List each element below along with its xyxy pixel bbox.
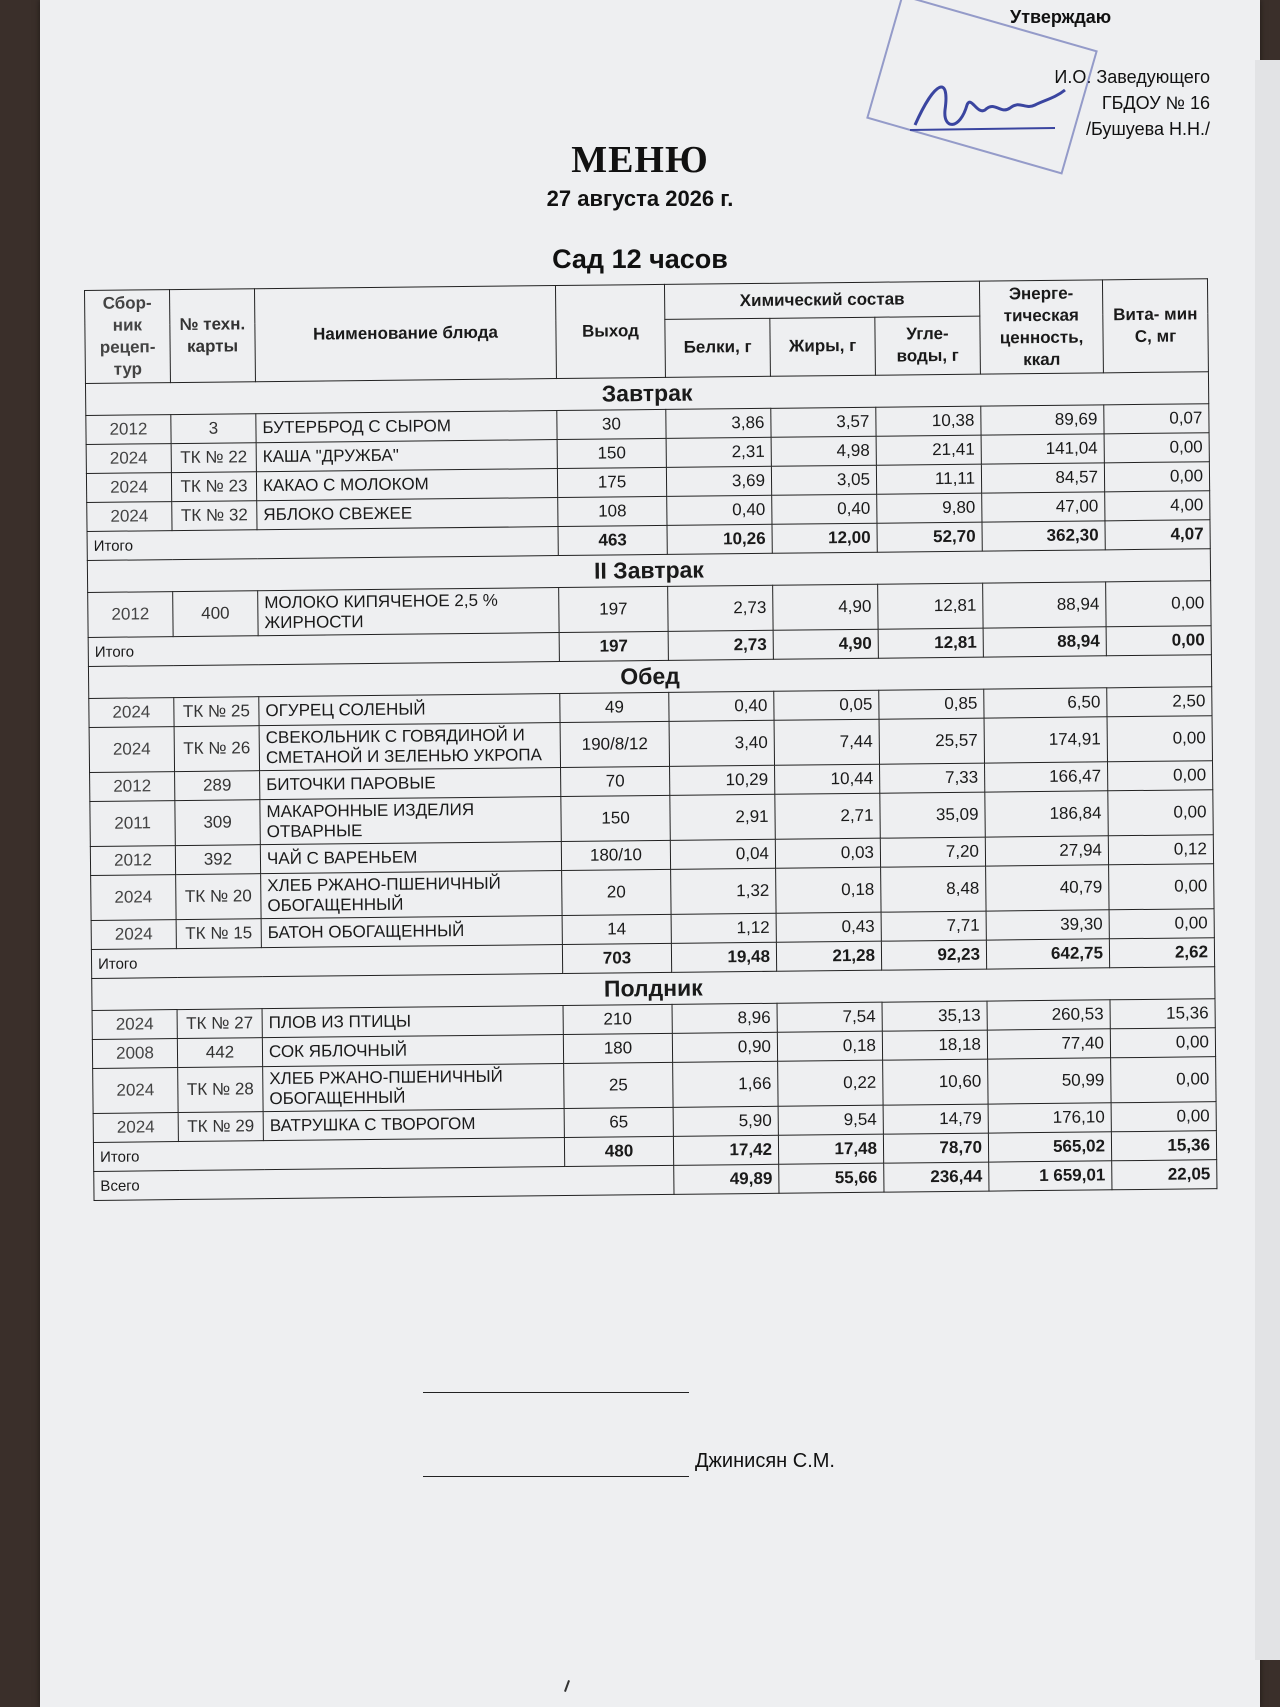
cell-fat: 3,57 bbox=[771, 407, 876, 437]
col-header-energy: Энерге- тическая ценность, ккал bbox=[979, 280, 1103, 374]
cell-protein: 3,40 bbox=[669, 720, 774, 766]
cell-sbornik: 2024 bbox=[93, 1068, 178, 1114]
cell-carb: 14,79 bbox=[883, 1104, 988, 1134]
cell-fat: 2,71 bbox=[775, 793, 880, 839]
cell-protein: 1,66 bbox=[673, 1061, 778, 1107]
cell-fat: 9,54 bbox=[778, 1105, 883, 1135]
cell-vitc: 0,00 bbox=[1107, 761, 1212, 791]
cell-dish-name: ЯБЛОКО СВЕЖЕЕ bbox=[257, 498, 558, 530]
total-energy: 88,94 bbox=[983, 627, 1106, 657]
total-vitc: 2,62 bbox=[1109, 938, 1214, 968]
cell-energy: 176,10 bbox=[988, 1103, 1111, 1133]
menu-date: 27 августа 2026 г. bbox=[546, 186, 734, 211]
cell-carb: 8,48 bbox=[881, 866, 986, 912]
total-output: 703 bbox=[562, 943, 671, 973]
cell-energy: 88,94 bbox=[983, 582, 1106, 628]
cell-energy: 186,84 bbox=[985, 791, 1108, 837]
cell-sbornik: 2012 bbox=[88, 592, 173, 638]
cell-dish-name: ХЛЕБ РЖАНО-ПШЕНИЧНЫЙ ОБОГАЩЕННЫЙ bbox=[261, 871, 562, 919]
cell-tk: 400 bbox=[173, 591, 258, 637]
cell-carb: 10,38 bbox=[876, 406, 981, 436]
approval-org: ГБДОУ № 16 bbox=[1101, 93, 1210, 113]
cell-protein: 3,86 bbox=[666, 408, 771, 438]
signer-name: Джинисян С.М. bbox=[695, 1450, 835, 1472]
cell-tk: ТК № 32 bbox=[172, 501, 257, 531]
cell-carb: 9,80 bbox=[877, 493, 982, 523]
grand-total-fat: 55,66 bbox=[779, 1163, 884, 1193]
cell-protein: 5,90 bbox=[673, 1106, 778, 1136]
cell-sbornik: 2012 bbox=[90, 846, 175, 876]
cell-tk: ТК № 27 bbox=[177, 1009, 262, 1039]
grand-total-carb: 236,44 bbox=[884, 1162, 989, 1192]
cell-sbornik: 2024 bbox=[87, 502, 172, 532]
handwritten-signature bbox=[905, 70, 1075, 140]
cell-carb: 12,81 bbox=[878, 583, 983, 629]
cell-energy: 50,99 bbox=[988, 1058, 1111, 1104]
cell-fat: 0,40 bbox=[772, 494, 877, 524]
cell-carb: 35,13 bbox=[882, 1001, 987, 1031]
menu-table-body bbox=[85, 372, 1216, 1201]
total-protein: 17,42 bbox=[673, 1135, 778, 1165]
col-header-output: Выход bbox=[555, 284, 665, 378]
total-carb: 52,70 bbox=[877, 522, 982, 552]
grand-total-label: Всего bbox=[94, 1165, 674, 1200]
cell-output: 20 bbox=[562, 869, 671, 915]
cell-fat: 4,98 bbox=[771, 436, 876, 466]
cell-tk: ТК № 29 bbox=[178, 1112, 263, 1142]
cell-vitc: 0,00 bbox=[1109, 864, 1214, 910]
total-protein: 2,73 bbox=[668, 630, 773, 660]
total-fat: 4,90 bbox=[773, 629, 878, 659]
cell-vitc: 0,00 bbox=[1106, 581, 1211, 627]
cell-output: 14 bbox=[562, 914, 671, 944]
cell-protein: 2,73 bbox=[668, 585, 773, 631]
cell-fat: 0,03 bbox=[775, 838, 880, 868]
signature-line-1 bbox=[423, 1392, 689, 1393]
cell-protein: 2,91 bbox=[670, 794, 775, 840]
col-header-tk: № техн. карты bbox=[170, 289, 256, 383]
total-output: 480 bbox=[564, 1136, 673, 1166]
cell-output: 180/10 bbox=[561, 840, 670, 870]
grand-total-protein: 49,89 bbox=[674, 1164, 779, 1194]
col-header-protein: Белки, г bbox=[665, 318, 771, 378]
menu-table bbox=[84, 278, 1217, 1201]
cell-tk: 309 bbox=[175, 800, 260, 846]
cell-fat: 0,05 bbox=[774, 690, 879, 720]
cell-vitc: 4,00 bbox=[1105, 491, 1210, 521]
cell-energy: 40,79 bbox=[986, 865, 1109, 911]
signature-line-2 bbox=[423, 1476, 689, 1477]
cell-sbornik: 2024 bbox=[86, 444, 171, 474]
cell-output: 108 bbox=[558, 496, 667, 526]
col-header-fat: Жиры, г bbox=[770, 317, 876, 377]
cell-tk: 289 bbox=[175, 771, 260, 801]
cell-carb: 25,57 bbox=[879, 718, 984, 764]
cell-sbornik: 2011 bbox=[90, 801, 175, 847]
cell-tk: 442 bbox=[177, 1038, 262, 1068]
cell-protein: 0,04 bbox=[670, 839, 775, 869]
total-carb: 92,23 bbox=[881, 940, 986, 970]
cell-dish-name: ХЛЕБ РЖАНО-ПШЕНИЧНЫЙ ОБОГАЩЕННЫЙ bbox=[263, 1064, 564, 1112]
col-header-vitc: Вита- мин С, мг bbox=[1102, 279, 1208, 373]
cell-vitc: 0,00 bbox=[1111, 1057, 1216, 1103]
cell-energy: 6,50 bbox=[984, 688, 1107, 718]
cell-vitc: 0,00 bbox=[1104, 462, 1209, 492]
underlying-sheet bbox=[1255, 60, 1280, 1660]
cell-vitc: 2,50 bbox=[1107, 687, 1212, 717]
cell-carb: 7,33 bbox=[880, 763, 985, 793]
cell-sbornik: 2024 bbox=[91, 875, 176, 921]
cell-fat: 0,43 bbox=[776, 912, 881, 942]
cell-tk: ТК № 15 bbox=[176, 919, 261, 949]
cell-output: 49 bbox=[560, 692, 669, 722]
col-header-name: Наименование блюда bbox=[254, 286, 556, 382]
cell-energy: 27,94 bbox=[985, 836, 1108, 866]
cell-energy: 77,40 bbox=[987, 1029, 1110, 1059]
total-vitc: 0,00 bbox=[1106, 626, 1211, 656]
cell-vitc: 0,00 bbox=[1111, 1102, 1216, 1132]
cell-output: 197 bbox=[559, 586, 668, 632]
total-carb: 12,81 bbox=[878, 628, 983, 658]
cell-sbornik: 2024 bbox=[93, 1113, 178, 1143]
cell-output: 65 bbox=[564, 1107, 673, 1137]
cell-protein: 10,29 bbox=[670, 765, 775, 795]
cell-vitc: 0,00 bbox=[1110, 1028, 1215, 1058]
cell-protein: 1,32 bbox=[671, 868, 776, 914]
cell-dish-name: МОЛОКО КИПЯЧЕНОЕ 2,5 % ЖИРНОСТИ bbox=[258, 588, 559, 636]
cell-vitc: 0,07 bbox=[1104, 404, 1209, 434]
cell-carb: 7,71 bbox=[881, 911, 986, 941]
cell-tk: ТК № 20 bbox=[176, 874, 261, 920]
cell-carb: 10,60 bbox=[883, 1059, 988, 1105]
total-vitc: 15,36 bbox=[1111, 1131, 1216, 1161]
cell-sbornik: 2012 bbox=[86, 415, 171, 445]
total-vitc: 4,07 bbox=[1105, 520, 1210, 550]
approval-name: /Бушуева Н.Н./ bbox=[1085, 119, 1210, 139]
grand-total-energy: 1 659,01 bbox=[989, 1161, 1112, 1191]
cell-dish-name: ЧАЙ С ВАРЕНЬЕМ bbox=[260, 842, 561, 874]
section-title: Завтрак bbox=[85, 372, 1208, 416]
cell-dish-name: СВЕКОЛЬНИК С ГОВЯДИНОЙ И СМЕТАНОЙ И ЗЕЛЕНЬЮ УКРОПА bbox=[259, 723, 560, 771]
cell-fat: 0,22 bbox=[778, 1060, 883, 1106]
section-title: Обед bbox=[88, 655, 1211, 699]
cell-fat: 10,44 bbox=[775, 764, 880, 794]
cell-dish-name: КАША "ДРУЖБА" bbox=[256, 440, 557, 472]
cell-protein: 0,40 bbox=[667, 495, 772, 525]
cell-energy: 260,53 bbox=[987, 1000, 1110, 1030]
cell-energy: 39,30 bbox=[986, 910, 1109, 940]
grand-total-vitc: 22,05 bbox=[1112, 1160, 1217, 1190]
total-protein: 19,48 bbox=[671, 942, 776, 972]
cell-carb: 35,09 bbox=[880, 792, 985, 838]
cell-protein: 3,69 bbox=[666, 466, 771, 496]
cell-vitc: 0,00 bbox=[1108, 790, 1213, 836]
cell-tk: ТК № 26 bbox=[174, 726, 259, 772]
cell-tk: ТК № 22 bbox=[171, 443, 256, 473]
cell-output: 25 bbox=[564, 1062, 673, 1108]
cell-output: 150 bbox=[557, 438, 666, 468]
cell-sbornik: 2024 bbox=[92, 1010, 177, 1040]
cell-dish-name: ОГУРЕЦ СОЛЕНЫЙ bbox=[259, 694, 560, 726]
cell-output: 70 bbox=[561, 766, 670, 796]
cell-protein: 2,31 bbox=[666, 437, 771, 467]
cell-dish-name: БИТОЧКИ ПАРОВЫЕ bbox=[260, 768, 561, 800]
total-label: Итого bbox=[91, 945, 562, 979]
total-protein: 10,26 bbox=[667, 524, 772, 554]
total-carb: 78,70 bbox=[883, 1133, 988, 1163]
cell-vitc: 0,00 bbox=[1109, 909, 1214, 939]
cell-sbornik: 2024 bbox=[91, 920, 176, 950]
cell-vitc: 0,00 bbox=[1107, 716, 1212, 762]
total-output: 463 bbox=[558, 525, 667, 555]
section-title: II Завтрак bbox=[87, 549, 1210, 593]
cell-protein: 1,12 bbox=[671, 913, 776, 943]
cell-energy: 89,69 bbox=[981, 405, 1104, 435]
cell-fat: 7,54 bbox=[777, 1002, 882, 1032]
cell-energy: 166,47 bbox=[985, 762, 1108, 792]
total-label: Итого bbox=[87, 527, 558, 561]
cell-dish-name: ВАТРУШКА С ТВОРОГОМ bbox=[263, 1109, 564, 1141]
cell-energy: 141,04 bbox=[981, 434, 1104, 464]
cell-output: 190/8/12 bbox=[560, 721, 669, 767]
cell-dish-name: КАКАО С МОЛОКОМ bbox=[256, 469, 557, 501]
cell-fat: 0,18 bbox=[776, 867, 881, 913]
total-label: Итого bbox=[93, 1138, 564, 1172]
cell-output: 175 bbox=[557, 467, 666, 497]
cell-sbornik: 2008 bbox=[92, 1039, 177, 1069]
cell-sbornik: 2024 bbox=[89, 698, 174, 728]
cell-dish-name: БАТОН ОБОГАЩЕННЫЙ bbox=[261, 916, 562, 948]
cell-energy: 174,91 bbox=[984, 717, 1107, 763]
total-fat: 12,00 bbox=[772, 523, 877, 553]
cell-sbornik: 2012 bbox=[90, 772, 175, 802]
cell-dish-name: БУТЕРБРОД С СЫРОМ bbox=[256, 411, 557, 443]
cell-energy: 84,57 bbox=[981, 463, 1104, 493]
cell-protein: 0,90 bbox=[672, 1032, 777, 1062]
cell-carb: 18,18 bbox=[882, 1030, 987, 1060]
cell-output: 210 bbox=[563, 1004, 672, 1034]
total-label: Итого bbox=[88, 633, 559, 667]
cell-protein: 8,96 bbox=[672, 1003, 777, 1033]
cell-carb: 7,20 bbox=[880, 837, 985, 867]
total-output: 197 bbox=[559, 631, 668, 661]
section-title: Полдник bbox=[92, 967, 1215, 1011]
cell-vitc: 0,00 bbox=[1104, 433, 1209, 463]
approval-title: Утверждаю bbox=[1010, 7, 1112, 27]
page-title: МЕНЮ bbox=[571, 139, 709, 181]
cell-carb: 21,41 bbox=[876, 435, 981, 465]
cell-sbornik: 2024 bbox=[86, 473, 171, 503]
cell-tk: ТК № 25 bbox=[174, 697, 259, 727]
cell-fat: 4,90 bbox=[773, 584, 878, 630]
cell-sbornik: 2024 bbox=[89, 727, 174, 773]
cell-carb: 11,11 bbox=[876, 464, 981, 494]
cell-fat: 3,05 bbox=[771, 465, 876, 495]
cell-tk: ТК № 28 bbox=[178, 1067, 263, 1113]
cell-fat: 7,44 bbox=[774, 719, 879, 765]
cell-dish-name: МАКАРОННЫЕ ИЗДЕЛИЯ ОТВАРНЫЕ bbox=[260, 797, 561, 845]
cell-dish-name: СОК ЯБЛОЧНЫЙ bbox=[262, 1035, 563, 1067]
cell-protein: 0,40 bbox=[669, 691, 774, 721]
total-fat: 21,28 bbox=[776, 941, 881, 971]
col-header-chem: Химический состав bbox=[664, 281, 979, 319]
col-header-sbornik: Сбор- ник рецеп- тур bbox=[85, 290, 171, 384]
cell-output: 150 bbox=[561, 795, 670, 841]
total-energy: 642,75 bbox=[986, 939, 1109, 969]
cell-energy: 47,00 bbox=[982, 492, 1105, 522]
total-energy: 565,02 bbox=[988, 1132, 1111, 1162]
menu-subtitle: Сад 12 часов bbox=[552, 244, 728, 274]
cell-fat: 0,18 bbox=[777, 1031, 882, 1061]
cell-tk: 3 bbox=[171, 414, 256, 444]
cell-dish-name: ПЛОВ ИЗ ПТИЦЫ bbox=[262, 1006, 563, 1038]
col-header-carb: Угле- воды, г bbox=[875, 316, 981, 376]
cell-carb: 0,85 bbox=[879, 689, 984, 719]
cell-tk: 392 bbox=[175, 845, 260, 875]
cell-vitc: 15,36 bbox=[1110, 999, 1215, 1029]
cell-vitc: 0,12 bbox=[1108, 835, 1213, 865]
total-fat: 17,48 bbox=[778, 1134, 883, 1164]
cell-tk: ТК № 23 bbox=[171, 472, 256, 502]
approval-position: И.О. Заведующего bbox=[1054, 67, 1210, 87]
cell-output: 180 bbox=[563, 1033, 672, 1063]
cell-output: 30 bbox=[557, 409, 666, 439]
total-energy: 362,30 bbox=[982, 521, 1105, 551]
